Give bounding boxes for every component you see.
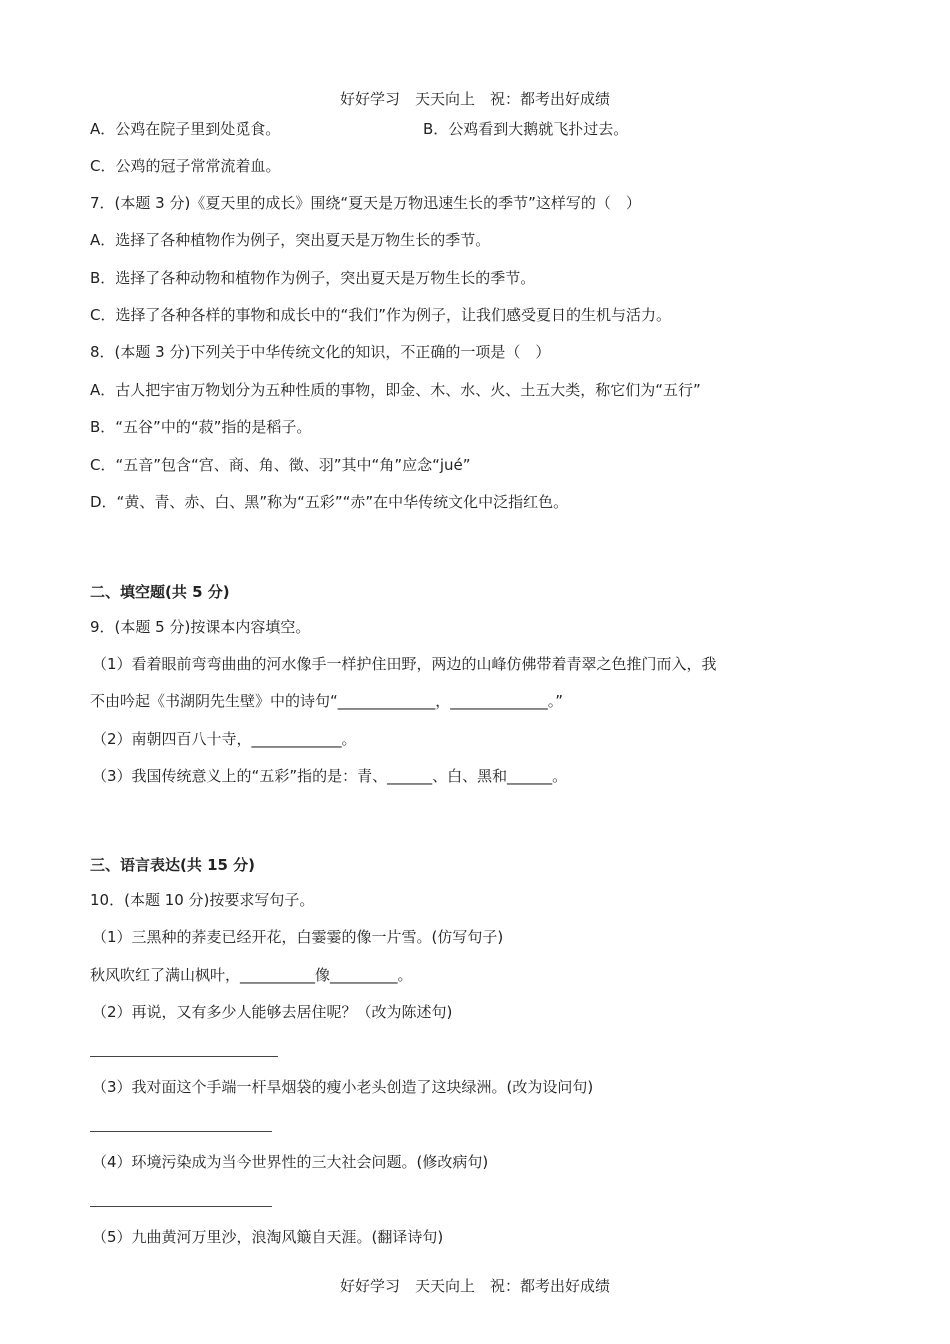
page-header: 好好学习 天天向上 祝：都考出好成绩 [339, 90, 610, 108]
q7-option-c: C．选择了各种各样的事物和成长中的“我们”作为例子，让我们感受夏日的生机与活力。 [90, 306, 672, 324]
section-3-title: 三、语言表达(共 15 分) [90, 856, 256, 874]
answer-line-3 [90, 1131, 272, 1132]
q6-option-c: C．公鸡的冠子常常流着血。 [90, 157, 281, 175]
q9-stem: 9．(本题 5 分)按课本内容填空。 [90, 618, 311, 636]
page-footer: 好好学习 天天向上 祝：都考出好成绩 [339, 1277, 610, 1295]
q9-part-1-line-2: 不由吟起《书湖阴先生壁》中的诗句“_____________，_____________。” [90, 692, 564, 710]
section-2-title: 二、填空题(共 5 分) [90, 583, 230, 601]
answer-line-4 [90, 1206, 272, 1207]
q10-part-1: （1）三黑种的荞麦已经开花，白霎霎的像一片雪。(仿写句子) [92, 928, 504, 946]
q10-part-3: （3）我对面这个手端一杆旱烟袋的瘦小老头创造了这块绿洲。(改为设问句) [92, 1078, 594, 1096]
q8-option-c: C．“五音”包含“宫、商、角、徵、羽”其中“角”应念“jué” [90, 456, 471, 474]
q8-option-d: D．“黄、青、赤、白、黑”称为“五彩”“赤”在中华传统文化中泛指红色。 [90, 493, 569, 511]
q10-part-4: （4）环境污染成为当今世界性的三大社会问题。(修改病句) [92, 1153, 489, 1171]
q6-option-a: A．公鸡在院子里到处觅食。 [90, 120, 281, 138]
q6-option-b: B．公鸡看到大鹅就飞扑过去。 [423, 120, 629, 138]
q9-part-3: （3）我国传统意义上的“五彩”指的是：青、______、白、黑和______。 [92, 767, 568, 785]
q10-part-5: （5）九曲黄河万里沙，浪淘风簸自天涯。(翻译诗句) [92, 1228, 444, 1246]
q8-option-a: A．古人把宇宙万物划分为五种性质的事物，即金、木、水、火、土五大类，称它们为“五行” [90, 381, 701, 399]
q10-part-2: （2）再说，又有多少人能够去居住呢？（改为陈述句) [92, 1003, 453, 1021]
q10-part-1-answer: 秋风吹红了满山枫叶，__________像_________。 [90, 966, 413, 984]
q9-part-1-line-1: （1）看着眼前弯弯曲曲的河水像手一样护住田野，两边的山峰仿佛带着青翠之色推门而入，我 [92, 655, 717, 673]
q8-option-b: B．“五谷”中的“菽”指的是稻子。 [90, 418, 312, 436]
q9-part-2: （2）南朝四百八十寺，____________。 [92, 730, 357, 748]
q10-stem: 10．(本题 10 分)按要求写句子。 [90, 891, 315, 909]
q7-stem: 7．(本题 3 分)《夏天里的成长》围绕“夏天是万物迅速生长的季节”这样写的（ ） [90, 194, 641, 212]
answer-line-2 [90, 1056, 278, 1057]
q8-stem: 8．(本题 3 分)下列关于中华传统文化的知识，不正确的一项是（ ） [90, 343, 551, 361]
q7-option-b: B．选择了各种动物和植物作为例子，突出夏天是万物生长的季节。 [90, 269, 536, 287]
q7-option-a: A．选择了各种植物作为例子，突出夏天是万物生长的季节。 [90, 231, 491, 249]
